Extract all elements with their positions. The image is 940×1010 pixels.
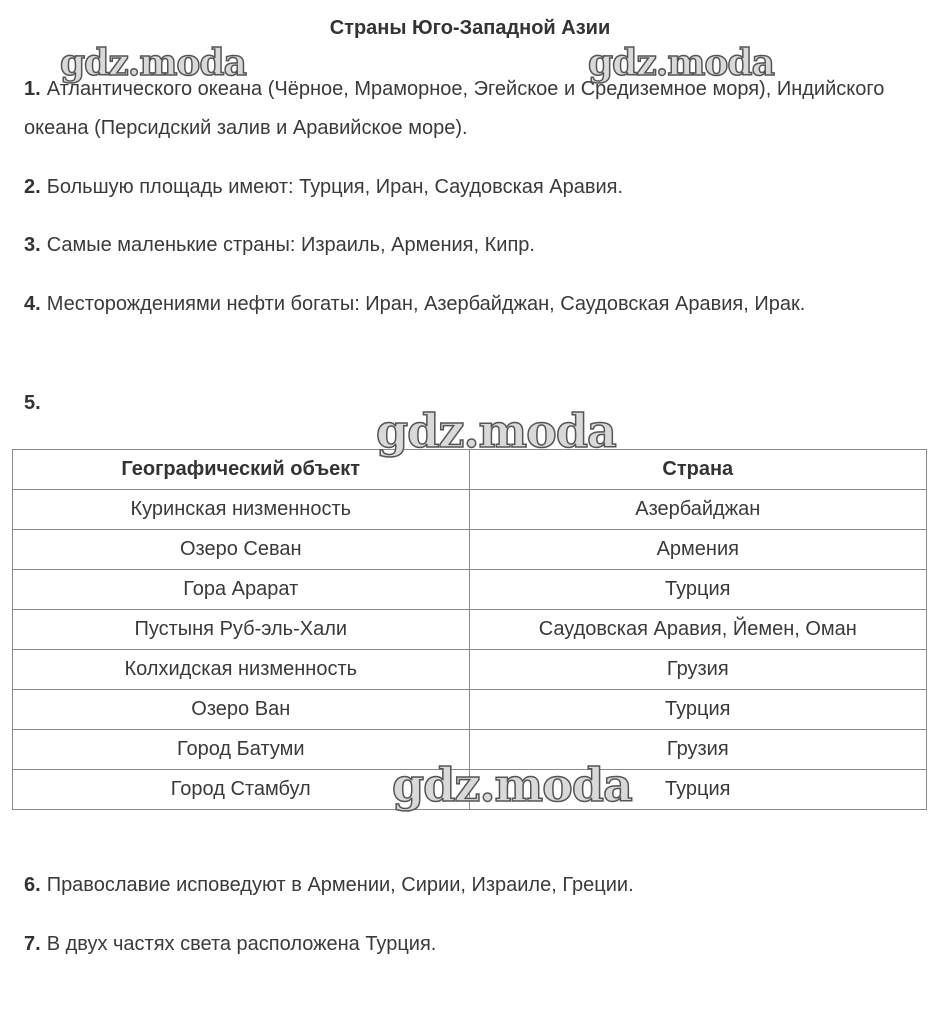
geo-object-cell: Куринская низменность <box>13 490 470 530</box>
geo-objects-table <box>12 449 927 810</box>
watermark: gdz.moda <box>60 42 246 84</box>
answer-number: 3. <box>24 234 41 256</box>
geo-object-cell: Пустыня Руб-эль-Хали <box>13 610 470 650</box>
answer-number: 7. <box>24 933 41 955</box>
answer-number: 2. <box>24 176 41 198</box>
answer-text: Атлантического океана (Чёрное, Мраморное, Эгейское и Средиземное моря), Индийского океана (Персидский залив и Аравийское море). <box>24 78 885 139</box>
geo-object-cell: Озеро Ван <box>13 690 470 730</box>
answer-4 <box>24 285 904 324</box>
watermark: gdz.moda <box>588 42 774 84</box>
country-cell: Саудовская Аравия, Йемен, Оман <box>469 610 926 650</box>
table-row <box>13 570 927 610</box>
table-row <box>13 490 927 530</box>
answer-text: Православие исповедуют в Армении, Сирии, Израиле, Греции. <box>46 874 634 896</box>
geo-object-cell: Озеро Севан <box>13 530 470 570</box>
answer-2 <box>24 168 904 207</box>
header-geo-object: Географический объект <box>13 450 470 490</box>
country-cell: Грузия <box>469 730 926 770</box>
table-row <box>13 530 927 570</box>
answer-number: 6. <box>24 874 41 896</box>
geo-object-cell: Гора Арарат <box>13 570 470 610</box>
table-header-row <box>13 450 927 490</box>
table-row <box>13 770 927 810</box>
page-title: Страны Юго-Западной Азии <box>329 17 611 39</box>
geo-object-cell: Город Стамбул <box>13 770 470 810</box>
table-row <box>13 650 927 690</box>
answer-1 <box>24 70 904 148</box>
answer-text: Большую площадь имеют: Турция, Иран, Саудовская Аравия. <box>46 176 624 198</box>
table-row <box>13 730 927 770</box>
country-cell: Турция <box>469 690 926 730</box>
answer-number: 1. <box>24 78 41 100</box>
answer-number: 5. <box>24 392 41 414</box>
country-cell: Азербайджан <box>469 490 926 530</box>
answer-6 <box>24 866 904 905</box>
country-cell: Армения <box>469 530 926 570</box>
answer-number: 4. <box>24 293 41 315</box>
answer-5 <box>24 384 904 423</box>
watermark: gdz.moda <box>376 404 616 458</box>
table-row <box>13 610 927 650</box>
geo-object-cell: Колхидская низменность <box>13 650 470 690</box>
answer-7 <box>24 925 904 964</box>
geo-object-cell: Город Батуми <box>13 730 470 770</box>
answer-text: Самые маленькие страны: Израиль, Армения, Кипр. <box>46 234 535 256</box>
watermark: gdz.moda <box>392 758 632 812</box>
country-cell: Турция <box>469 570 926 610</box>
answer-text: В двух частях света расположена Турция. <box>46 933 437 955</box>
answer-text: Месторождениями нефти богаты: Иран, Азербайджан, Саудовская Аравия, Ирак. <box>46 293 806 315</box>
header-country: Страна <box>469 450 926 490</box>
table-row <box>13 690 927 730</box>
answer-3 <box>24 226 904 265</box>
country-cell: Грузия <box>469 650 926 690</box>
country-cell: Турция <box>469 770 926 810</box>
